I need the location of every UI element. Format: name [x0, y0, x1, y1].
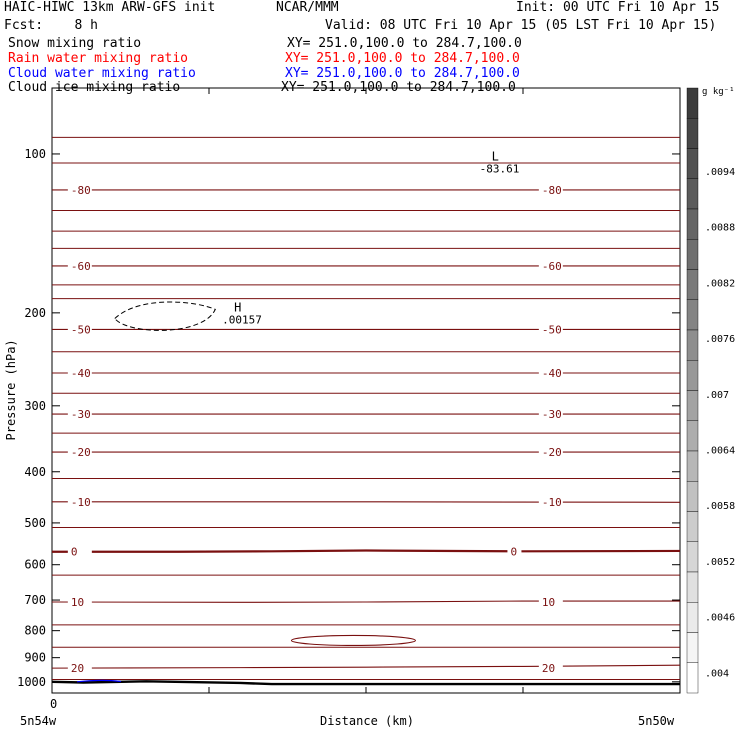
- colorbar-cell: [687, 421, 698, 451]
- colorbar-label: .0064: [705, 445, 736, 457]
- forecast-hour: Fcst: 8 h: [4, 18, 98, 33]
- isotherm-10: [52, 601, 680, 602]
- colorbar-cell: [687, 633, 698, 663]
- colorbar-cell: [687, 481, 698, 511]
- y-tick-label: 300: [24, 398, 46, 413]
- colorbar-cell: [687, 391, 698, 421]
- colorbar-cell: [687, 330, 698, 360]
- colorbar-cell: [687, 300, 698, 330]
- isotherm-label: -30: [541, 408, 562, 422]
- isotherm-label: -20: [70, 446, 91, 460]
- y-tick-label: 600: [24, 557, 46, 572]
- closed-isotherm: [291, 635, 415, 645]
- colorbar-cell: [687, 179, 698, 209]
- y-tick-label: 400: [24, 464, 46, 479]
- field-label-cloud-water: Cloud water mixing ratio: [8, 66, 196, 81]
- terrain-line: [52, 681, 680, 684]
- extremum-value: .00157: [222, 313, 262, 327]
- x-axis-label: Distance (km): [320, 714, 414, 728]
- colorbar-cell: [687, 149, 698, 179]
- field-label-rain: Rain water mixing ratio: [8, 51, 189, 66]
- colorbar-label: .0082: [705, 278, 736, 290]
- y-tick-label: 800: [24, 623, 46, 638]
- colorbar-label: .0046: [705, 612, 736, 624]
- isotherm-label: -80: [541, 183, 562, 197]
- colorbar-label: .0058: [705, 501, 736, 513]
- isotherm-label: -20: [541, 446, 562, 460]
- x-left-label: 5n54w: [20, 714, 57, 728]
- colorbar-label: .0076: [705, 334, 736, 346]
- isotherm-label: -50: [70, 323, 91, 337]
- colorbar-label: .0088: [705, 222, 736, 234]
- field-label-snow: Snow mixing ratio: [8, 36, 142, 51]
- colorbar-label: .0094: [705, 167, 736, 178]
- colorbar-cell: [687, 451, 698, 481]
- colorbar-cell: [687, 602, 698, 632]
- field-label-cloud-ice: Cloud ice mixing ratio: [8, 80, 181, 95]
- isotherm-label: 0: [70, 545, 78, 559]
- isotherm-label: 0: [510, 545, 518, 559]
- isotherm-label: -80: [70, 183, 91, 197]
- y-axis-label: Pressure (hPa): [4, 339, 18, 441]
- colorbar-cell: [687, 542, 698, 572]
- colorbar-label: .007: [705, 389, 730, 401]
- isotherm-label: -10: [70, 495, 91, 509]
- y-tick-label: 1000: [17, 674, 46, 689]
- y-tick-label: 900: [24, 650, 46, 665]
- colorbar-cell: [687, 572, 698, 602]
- isotherm-20: [52, 665, 680, 668]
- cloud-ice-contour: [115, 302, 215, 330]
- field-xy-cloud-water: XY= 251.0,100.0 to 284.7,100.0: [285, 66, 520, 81]
- isotherm-label: 20: [70, 662, 85, 676]
- isotherm-label: 20: [541, 662, 556, 676]
- isotherm-label: -60: [70, 259, 91, 273]
- isotherm-label: -50: [541, 323, 562, 337]
- colorbar-cell: [687, 239, 698, 269]
- x-tick-label: 0: [50, 697, 58, 711]
- y-tick-label: 200: [24, 305, 46, 320]
- colorbar-cell: [687, 360, 698, 390]
- isotherm--10: [52, 502, 680, 503]
- y-tick-label: 100: [24, 146, 46, 161]
- colorbar-label: .0052: [705, 556, 736, 568]
- y-tick-label: 500: [24, 515, 46, 530]
- field-xy-snow: XY= 251.0,100.0 to 284.7,100.0: [287, 36, 522, 51]
- colorbar-unit: g kg⁻¹: [702, 87, 735, 97]
- isotherm-0: [52, 551, 680, 552]
- init-time: Init: 00 UTC Fri 10 Apr 15: [516, 0, 720, 15]
- model-title: HAIC-HIWC 13km ARW-GFS init: [4, 0, 216, 15]
- extremum-marker: H: [234, 300, 242, 315]
- extremum-value: -83.61: [479, 162, 520, 176]
- isotherm-label: 10: [541, 596, 556, 610]
- extremum-marker: L: [491, 149, 499, 164]
- colorbar-label: .004: [705, 668, 730, 680]
- isotherm-label: -40: [70, 367, 91, 381]
- isotherm-label: -30: [70, 408, 91, 422]
- x-right-label: 5n50w: [638, 714, 675, 728]
- valid-time: Valid: 08 UTC Fri 10 Apr 15 (05 LST Fri 10 Apr 15): [325, 18, 717, 33]
- isotherm-label: 10: [70, 596, 85, 610]
- center-title: NCAR/MMM: [276, 0, 339, 15]
- colorbar-cell: [687, 663, 698, 693]
- colorbar-cell: [687, 512, 698, 542]
- field-xy-rain: XY= 251.0,100.0 to 284.7,100.0: [285, 51, 520, 66]
- colorbar-cell: [687, 270, 698, 300]
- colorbar-cell: [687, 209, 698, 239]
- colorbar-cell: [687, 88, 698, 118]
- isotherm-label: -40: [541, 367, 562, 381]
- y-tick-label: 700: [24, 593, 46, 608]
- field-xy-cloud-ice: XY= 251.0,100.0 to 284.7,100.0: [281, 80, 516, 95]
- colorbar-cell: [687, 118, 698, 148]
- isotherm-label: -60: [541, 259, 562, 273]
- isotherm-label: -10: [541, 495, 562, 509]
